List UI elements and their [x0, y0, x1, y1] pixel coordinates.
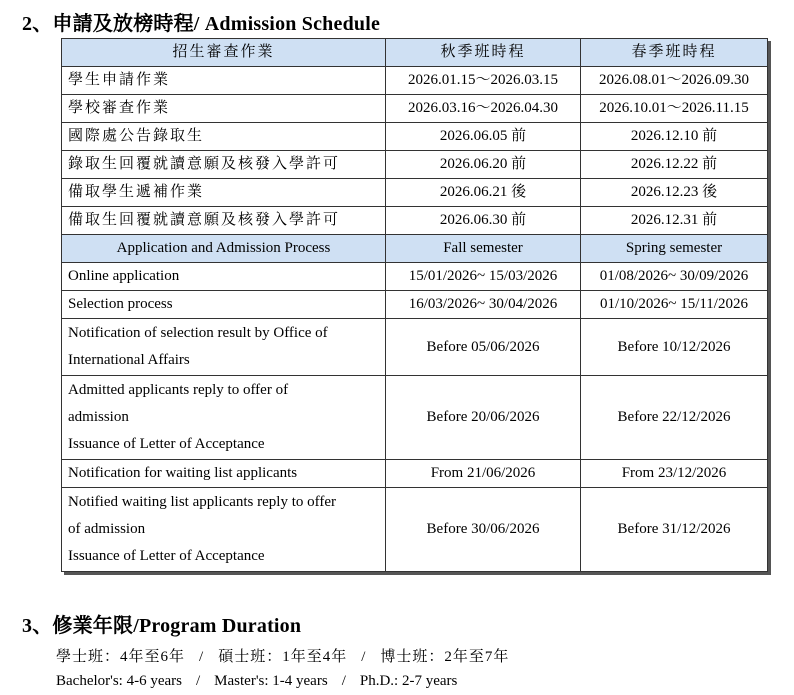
en-process-line: International Affairs — [68, 352, 190, 368]
en-spring-cell: Before 10/12/2026 — [581, 319, 768, 376]
zh-spring-cell: 2026.10.01～2026.11.15 — [581, 95, 768, 123]
duration-en-line — [56, 673, 457, 690]
en-schedule-row — [62, 263, 768, 291]
section-2-heading: 2、申請及放榜時程/ Admission Schedule — [22, 13, 381, 35]
separator: / — [199, 649, 205, 665]
duration-zh-phd: 博士班：2年至7年 — [380, 649, 510, 665]
en-spring-cell: 01/08/2026~ 30/09/2026 — [581, 263, 768, 291]
en-fall-cell: 15/01/2026~ 15/03/2026 — [386, 263, 581, 291]
zh-process-cell: 學校審查作業 — [62, 95, 386, 123]
zh-header-row — [62, 39, 768, 67]
en-fall-cell: 16/03/2026~ 30/04/2026 — [386, 291, 581, 319]
zh-spring-cell: 2026.12.23 後 — [581, 179, 768, 207]
zh-schedule-row — [62, 67, 768, 95]
zh-fall-cell: 2026.06.05 前 — [386, 123, 581, 151]
en-process-line: Admitted applicants reply to offer of — [68, 382, 289, 398]
en-header-spring: Spring semester — [581, 235, 768, 263]
en-process-cell — [62, 376, 386, 460]
zh-schedule-row — [62, 123, 768, 151]
zh-header-fall: 秋季班時程 — [386, 39, 581, 67]
duration-zh-bachelor: 學士班：4年至6年 — [56, 649, 186, 665]
separator: / — [341, 673, 346, 689]
separator: / — [196, 673, 201, 689]
zh-header-process: 招生審查作業 — [62, 39, 386, 67]
en-spring-cell: Before 22/12/2026 — [581, 376, 768, 460]
en-schedule-section — [62, 235, 768, 572]
en-schedule-row — [62, 460, 768, 488]
duration-zh-master: 碩士班：1年至4年 — [218, 649, 348, 665]
en-process-line: of admission — [68, 521, 146, 537]
separator: / — [361, 649, 367, 665]
zh-spring-cell: 2026.12.22 前 — [581, 151, 768, 179]
en-process-line: Notified waiting list applicants reply to offer — [68, 494, 336, 510]
en-spring-cell: From 23/12/2026 — [581, 460, 768, 488]
en-process-line: Selection process — [68, 296, 173, 312]
en-process-line: Online application — [68, 268, 180, 284]
en-process-cell — [62, 319, 386, 376]
zh-schedule-section — [62, 39, 768, 235]
zh-process-cell: 學生申請作業 — [62, 67, 386, 95]
en-process-line: Notification of selection result by Office of — [68, 325, 328, 341]
en-fall-cell: Before 20/06/2026 — [386, 376, 581, 460]
en-process-cell — [62, 263, 386, 291]
zh-spring-cell: 2026.12.31 前 — [581, 207, 768, 235]
zh-schedule-row — [62, 207, 768, 235]
zh-schedule-row — [62, 151, 768, 179]
en-process-line: Issuance of Letter of Acceptance — [68, 548, 265, 564]
en-fall-cell: Before 30/06/2026 — [386, 488, 581, 572]
en-fall-cell: From 21/06/2026 — [386, 460, 581, 488]
duration-en-bachelor: Bachelor's: 4-6 years — [56, 673, 182, 689]
en-header-process: Application and Admission Process — [62, 235, 386, 263]
duration-en-master: Master's: 1-4 years — [214, 673, 328, 689]
zh-spring-cell: 2026.12.10 前 — [581, 123, 768, 151]
section-3-heading: 3、修業年限/Program Duration — [22, 615, 302, 637]
duration-en-phd: Ph.D.: 2-7 years — [359, 673, 458, 689]
en-schedule-row — [62, 319, 768, 376]
zh-fall-cell: 2026.03.16～2026.04.30 — [386, 95, 581, 123]
admission-schedule-table — [61, 38, 768, 572]
en-process-cell — [62, 291, 386, 319]
en-process-cell — [62, 488, 386, 572]
en-process-line: Notification for waiting list applicants — [68, 465, 298, 481]
en-schedule-row — [62, 376, 768, 460]
duration-zh-line — [56, 645, 509, 666]
zh-header-spring: 春季班時程 — [581, 39, 768, 67]
zh-process-cell: 錄取生回覆就讀意願及核發入學許可 — [62, 151, 386, 179]
en-header-row — [62, 235, 768, 263]
en-schedule-row — [62, 291, 768, 319]
zh-process-cell: 備取生回覆就讀意願及核發入學許可 — [62, 207, 386, 235]
en-fall-cell: Before 05/06/2026 — [386, 319, 581, 376]
zh-spring-cell: 2026.08.01～2026.09.30 — [581, 67, 768, 95]
zh-fall-cell: 2026.01.15～2026.03.15 — [386, 67, 581, 95]
zh-fall-cell: 2026.06.30 前 — [386, 207, 581, 235]
en-spring-cell: 01/10/2026~ 15/11/2026 — [581, 291, 768, 319]
zh-schedule-row — [62, 95, 768, 123]
en-process-line: Issuance of Letter of Acceptance — [68, 436, 265, 452]
en-process-cell — [62, 460, 386, 488]
zh-fall-cell: 2026.06.20 前 — [386, 151, 581, 179]
zh-schedule-row — [62, 179, 768, 207]
en-process-line: admission — [68, 409, 129, 425]
zh-process-cell: 國際處公告錄取生 — [62, 123, 386, 151]
zh-process-cell: 備取學生遞補作業 — [62, 179, 386, 207]
zh-fall-cell: 2026.06.21 後 — [386, 179, 581, 207]
en-spring-cell: Before 31/12/2026 — [581, 488, 768, 572]
en-schedule-row — [62, 488, 768, 572]
en-header-fall: Fall semester — [386, 235, 581, 263]
